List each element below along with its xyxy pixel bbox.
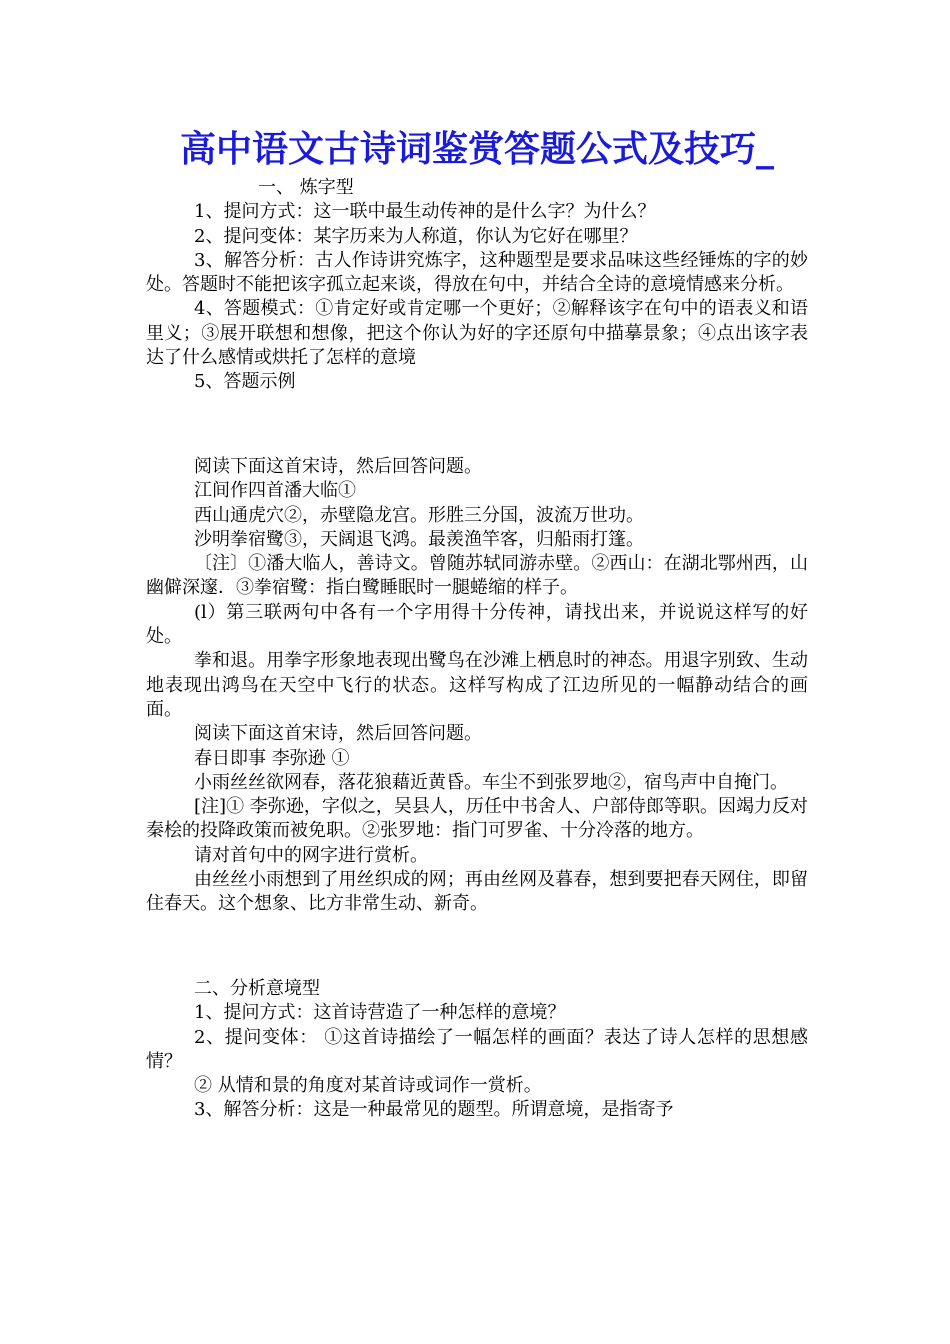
paragraph: 2、提问变体：某字历来为人称道，你认为它好在哪里？ — [194, 225, 638, 247]
paragraph: 1、提问方式：这一联中最生动传神的是什么字？为什么？ — [194, 201, 656, 223]
paragraph: 4、答题模式：①肯定好或肯定哪一个更好；②解释该字在句中的语表义和语里义；③展开联想和想像，把这个你认为好的字还原句中描摹景象；④点出该字表达了什么感情或烘托了怎样的意境 — [146, 298, 808, 369]
paragraph: ② 从情和景的角度对某首诗或词作一赏析。 — [194, 1075, 542, 1097]
paragraph: 请对首句中的网字进行赏析。 — [194, 844, 428, 866]
paragraph: 2、提问变体： ①这首诗描绘了一幅怎样的画面？表达了诗人怎样的思想感情？ — [146, 1026, 808, 1072]
paragraph: 拳和退。用拳字形象地表现出鹭鸟在沙滩上栖息时的神态。用退字别致、生动地表现出鸿鸟在天空中飞行的状态。这样写构成了江边所见的一幅静动结合的画面。 — [146, 650, 808, 720]
paragraph: 阅读下面这首宋诗，然后回答问题。 — [194, 455, 482, 477]
paragraph: 5、答题示例 — [194, 371, 296, 393]
document-page — [146, 124, 808, 1123]
paragraph: 江间作四首潘大临① — [194, 480, 356, 502]
paragraph: 3、解答分析：古人作诗讲究炼字，这种题型是要求品味这些经锤炼的字的妙处。答题时不能把该字孤立起来谈，得放在句中，并结合全诗的意境情感来分析。 — [146, 249, 808, 296]
paragraph: (l）第三联两句中各有一个字用得十分传神，请找出来，并说说这样写的好处。 — [146, 601, 808, 648]
document-body — [146, 176, 808, 1123]
blank-line — [146, 935, 808, 959]
paragraph: 小雨丝丝欲网春，落花狼藉近黄昏。车尘不到张罗地②，宿鸟声中自掩门。 — [194, 771, 788, 793]
paragraph: 沙明拳宿鹭③，天阔退飞鸿。最羡渔竿客，归船雨打篷。 — [194, 528, 644, 550]
paragraph: [注]① 李弥逊，字似之，吴县人，历任中书舍人、户部侍郎等职。因竭力反对秦桧的投降政策而被免职。②张罗地：指门可罗雀、十分冷落的地方。 — [146, 796, 808, 842]
paragraph: 阅读下面这首宋诗，然后回答问题。 — [194, 723, 482, 745]
section-heading: 一、 炼字型 — [258, 177, 354, 198]
paragraph: 西山通虎穴②，赤壁隐龙宫。形胜三分国，波流万世功。 — [194, 504, 644, 526]
paragraph: 春日即事 李弥逊 ① — [194, 747, 350, 769]
paragraph: 由丝丝小雨想到了用丝织成的网；再由丝网及暮春，想到要把春天网住，即留住春天。这个想象、比方非常生动、新奇。 — [146, 869, 808, 915]
paragraph: 二、分析意境型 — [194, 977, 320, 999]
paragraph: 3、解答分析：这是一种最常见的题型。所谓意境，是指寄予 — [194, 1099, 674, 1121]
paragraph: 1、提问方式：这首诗营造了一种怎样的意境？ — [194, 1002, 566, 1024]
blank-line — [146, 413, 808, 437]
paragraph: 〔注〕①潘大临人，善诗文。曾随苏轼同游赤壁。②西山：在湖北鄂州西，山幽僻深邃．③拳宿鹭：指白鹭睡眠时一腿蜷缩的样子。 — [146, 553, 808, 599]
document-title: 高中语文古诗词鉴赏答题公式及技巧_ — [179, 128, 774, 170]
